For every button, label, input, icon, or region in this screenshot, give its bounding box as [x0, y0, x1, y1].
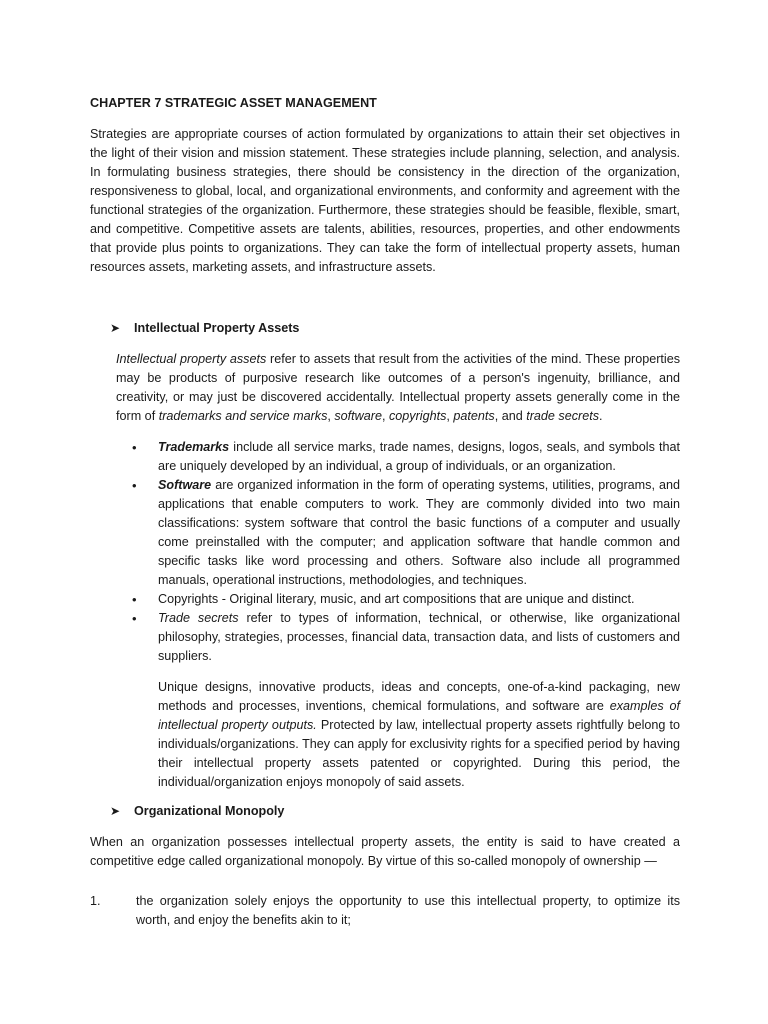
list-item-trade-secrets — [90, 609, 680, 666]
term-examples-of-outputs: examples of intellectual property outputs. — [158, 699, 680, 732]
bullet-dot-icon: • — [132, 592, 137, 607]
separator: , — [381, 409, 389, 423]
intro-paragraph: Strategies are appropriate courses of action formulated by organizations to attain their set objectives in the light of their vision and mission statement. These strategies include planning, selection, and analysis. In formulating business strategies, there should be consistency in the direction of the organization, responsiveness to global, local, and organizational environments, and conformity and agreement with the functional strategies of the organization. Furthermore, these strategies should be feasible, flexible, smart, and competitive. Competitive assets are talents, abilities, resources, properties, and other endowments that provide plus points to organizations. They can take the form of intellectual property assets, human resources assets, marketing assets, and infrastructure assets. — [90, 127, 680, 274]
arrow-bullet-icon: ➤ — [110, 321, 121, 335]
term-trade-secrets-italic: Trade secrets — [158, 611, 239, 625]
section-heading-text: Intellectual Property Assets — [134, 321, 300, 335]
list-item-text: refer to types of information, technical, or otherwise, like organizational philosophy, strategies, processes, financial data, transaction data, and lists of customers and suppliers. — [158, 611, 680, 663]
organizational-monopoly-paragraph: When an organization possesses intellectual property assets, the entity is said to have created a competitive edge called organizational monopoly. By virtue of this so-called monopoly of ownership — — [90, 835, 680, 868]
bullet-dot-icon: • — [132, 440, 137, 455]
term-software: software — [334, 409, 382, 423]
term-trademarks: trademarks and service marks — [158, 409, 328, 423]
list-item-copyrights — [90, 590, 680, 609]
separator: , — [327, 409, 335, 423]
term-trademarks-bold: Trademarks — [158, 440, 230, 454]
term-intellectual-property-assets: Intellectual property assets — [116, 352, 267, 366]
bullet-dot-icon: • — [132, 478, 137, 493]
paragraph-text: refer to assets that result from the activities of the mind. These properties may be products of purposive research like outcomes of a person's ingenuity, brilliance, and creativity, or may just be discovered accidentally. Intellectual property assets generally come in the form of — [116, 352, 680, 423]
term-software-bold: Software — [158, 478, 212, 492]
separator: , — [446, 409, 454, 423]
bullet-dot-icon: • — [132, 611, 137, 626]
section-heading-text: Organizational Monopoly — [134, 804, 285, 818]
section-heading-intellectual-property — [90, 319, 680, 338]
paragraph-text: Unique designs, innovative products, ideas and concepts, one-of-a-kind packaging, new methods and processes, inventions, chemical formulations, and software are — [158, 680, 680, 713]
list-item-trademarks — [90, 438, 680, 476]
list-item — [90, 892, 680, 930]
intellectual-property-paragraph — [116, 350, 680, 426]
unique-designs-paragraph — [158, 678, 680, 792]
list-item-text: the organization solely enjoys the opportunity to use this intellectual property, to optimize its worth, and enjoy the benefits akin to it; — [136, 894, 680, 927]
section-heading-organizational-monopoly — [90, 802, 680, 821]
term-trade-secrets: trade secrets — [526, 409, 600, 423]
term-copyrights: copyrights — [388, 409, 447, 423]
list-item-text: Copyrights - Original literary, music, and art compositions that are unique and distinct. — [158, 592, 635, 606]
list-item-software — [90, 476, 680, 590]
list-item-text: are organized information in the form of operating systems, utilities, programs, and applications that enable computers to work. They are commonly divided into two main classifications: system software that control the basic functions of a computer and usually come preinstalled with the computer; and application software that handle common and specific tasks like word processing and others. Software also include all programmed manuals, operational instructions, methodologies, and techniques. — [158, 478, 680, 587]
paragraph-text: Protected by law, intellectual property assets rightfully belong to individuals/organizations. They can apply for exclusivity rights for a specified period by having their intellectual property assets patented or copyrighted. During this period, the individual/organization enjoys monopoly of said assets. — [158, 718, 681, 789]
period: . — [599, 409, 603, 423]
monopoly-numbered-list — [90, 892, 680, 930]
term-patents: patents — [453, 409, 495, 423]
asset-types-list — [90, 438, 680, 666]
arrow-bullet-icon: ➤ — [110, 804, 121, 818]
list-item-text: include all service marks, trade names, designs, logos, seals, and symbols that are uniquely developed by an individual, a group of individuals, or an organization. — [158, 440, 680, 473]
list-number: 1. — [90, 894, 101, 908]
separator: , and — [494, 409, 527, 423]
chapter-title: CHAPTER 7 STRATEGIC ASSET MANAGEMENT — [90, 96, 377, 110]
